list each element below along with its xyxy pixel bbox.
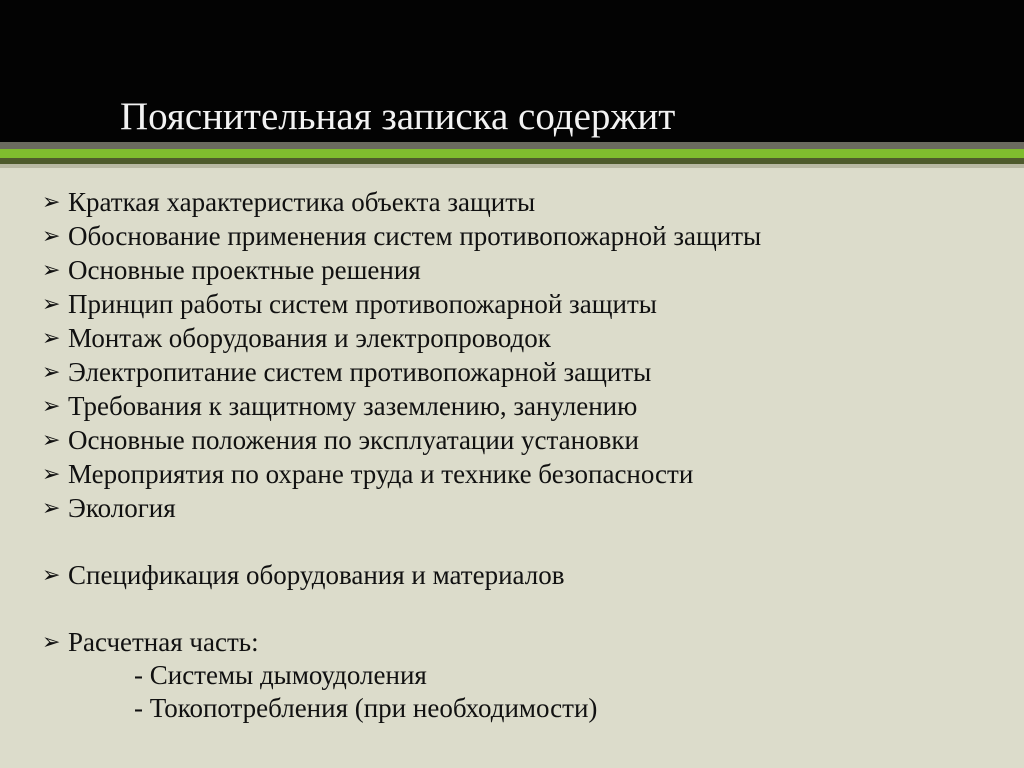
- list-item-text: Краткая характеристика объекта защиты: [68, 186, 536, 217]
- sub-item: - Токопотребления (при необходимости): [134, 693, 598, 723]
- arrow-bullet-icon: ➢: [42, 189, 61, 215]
- list-item: [42, 185, 1002, 219]
- arrow-bullet-icon: ➢: [42, 562, 61, 588]
- header-divider-green: [0, 149, 1024, 158]
- list-item-text: Мероприятия по охране труда и технике безопасности: [68, 458, 694, 489]
- list-item: [42, 457, 1002, 491]
- list-item-text: Экология: [68, 492, 176, 523]
- list-item-text: Электропитание систем противопожарной защиты: [68, 356, 652, 387]
- arrow-bullet-icon: ➢: [42, 393, 61, 419]
- list-item-calculation: [42, 625, 1002, 659]
- list-item: [42, 253, 1002, 287]
- header-divider-light: [0, 164, 1024, 168]
- list-item-text: Спецификация оборудования и материалов: [68, 559, 565, 590]
- arrow-bullet-icon: ➢: [42, 325, 61, 351]
- list-item: [42, 355, 1002, 389]
- arrow-bullet-icon: ➢: [42, 427, 61, 453]
- arrow-bullet-icon: ➢: [42, 359, 61, 385]
- spacer: [42, 525, 1002, 558]
- list-item-text: Основные проектные решения: [68, 254, 421, 285]
- list-item-text: Основные положения по эксплуатации установки: [68, 424, 639, 455]
- list-item: [42, 321, 1002, 355]
- list-item: [42, 491, 1002, 525]
- arrow-bullet-icon: ➢: [42, 223, 61, 249]
- list-item-specification: [42, 558, 1002, 592]
- arrow-bullet-icon: ➢: [42, 461, 61, 487]
- list-item: [42, 423, 1002, 457]
- header-bar: [0, 0, 1024, 142]
- header-divider-gray: [0, 142, 1024, 149]
- arrow-bullet-icon: ➢: [42, 495, 61, 521]
- arrow-bullet-icon: ➢: [42, 291, 61, 317]
- arrow-bullet-icon: ➢: [42, 257, 61, 283]
- slide-title: Пояснительная записка содержит: [120, 95, 676, 138]
- list-item-text: Принцип работы систем противопожарной защиты: [68, 288, 657, 319]
- arrow-bullet-icon: ➢: [42, 629, 61, 655]
- list-item-text: Расчетная часть:: [68, 626, 259, 657]
- content-list: [42, 185, 1002, 725]
- list-item: [42, 389, 1002, 423]
- list-item-text: Требования к защитному заземлению, занулению: [68, 390, 638, 421]
- list-item: [42, 219, 1002, 253]
- list-item-text: Монтаж оборудования и электропроводок: [68, 322, 551, 353]
- sub-item: - Системы дымоудоления: [134, 660, 427, 690]
- list-item: [42, 287, 1002, 321]
- spacer: [42, 592, 1002, 625]
- list-item-text: Обоснование применения систем противопожарной защиты: [68, 220, 762, 251]
